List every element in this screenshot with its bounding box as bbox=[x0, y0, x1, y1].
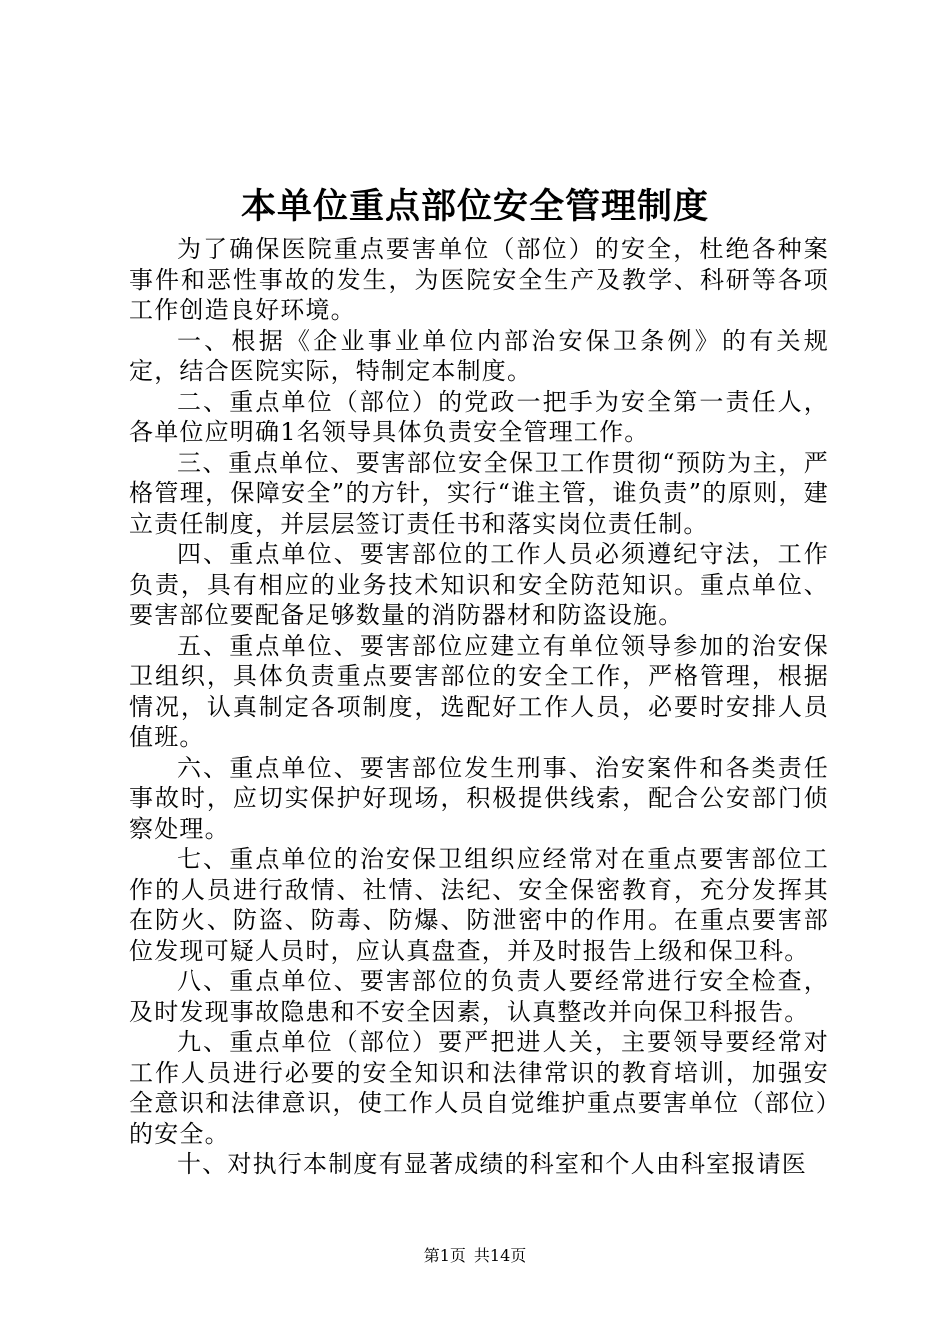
paragraph-1: 一、根据《企业事业单位内部治安保卫条例》的有关规定，结合医院实际，特制定本制度。 bbox=[129, 326, 829, 385]
paragraph-intro: 为了确保医院重点要害单位（部位）的安全，杜绝各种案事件和恶性事故的发生，为医院安全生产及教学、科研等各项工作创造良好环境。 bbox=[129, 235, 829, 324]
paragraph-10: 十、对执行本制度有显著成绩的科室和个人由科室报请医 bbox=[177, 1150, 807, 1178]
paragraph-2: 二、重点单位（部位）的党政一把手为安全第一责任人，各单位应明确1名领导具体负责安全管理工作。 bbox=[129, 387, 829, 446]
paragraph-6: 六、重点单位、要害部位发生刑事、治安案件和各类责任事故时，应切实保护好现场，积极提供线索，配合公安部门侦察处理。 bbox=[129, 753, 829, 843]
paragraph-3: 三、重点单位、要害部位安全保卫工作贯彻“预防为主，严格管理，保障安全”的方针，实行“谁主管，谁负责”的原则，建立责任制度，并层层签订责任书和落实岗位责任制。 bbox=[129, 448, 829, 538]
document-body bbox=[129, 234, 829, 1180]
page-number: 第1页 bbox=[423, 1246, 466, 1265]
page-count: 共14页 bbox=[473, 1246, 527, 1265]
document-title: 本单位重点部位安全管理制度 bbox=[240, 186, 709, 227]
paragraph-9: 九、重点单位（部位）要严把进人关，主要领导要经常对工作人员进行必要的安全知识和法律常识的教育培训，加强安全意识和法律意识，使工作人员自觉维护重点要害单位（部位）的安全。 bbox=[129, 1028, 829, 1148]
page-footer bbox=[0, 1246, 950, 1266]
paragraph-4: 四、重点单位、要害部位的工作人员必须遵纪守法，工作负责，具有相应的业务技术知识和安全防范知识。重点单位、要害部位要配备足够数量的消防器材和防盗设施。 bbox=[129, 540, 829, 629]
paragraph-7: 七、重点单位的治安保卫组织应经常对在重点要害部位工作的人员进行敌情、社情、法纪、安全保密教育，充分发挥其在防火、防盗、防毒、防爆、防泄密中的作用。在重点要害部位发现可疑人员时，应认真盘查，并及时报告上级和保卫科。 bbox=[129, 845, 829, 965]
paragraph-5: 五、重点单位、要害部位应建立有单位领导参加的治安保卫组织，具体负责重点要害部位的安全工作，严格管理，根据情况，认真制定各项制度，选配好工作人员，必要时安排人员值班。 bbox=[129, 631, 829, 751]
paragraph-8: 八、重点单位、要害部位的负责人要经常进行安全检查，及时发现事故隐患和不安全因素，认真整改并向保卫科报告。 bbox=[129, 967, 829, 1026]
